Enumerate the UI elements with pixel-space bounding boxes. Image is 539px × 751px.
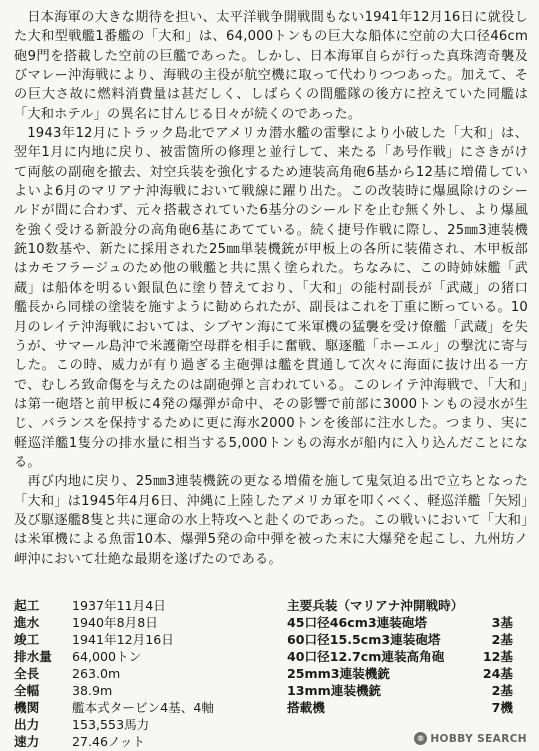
spec-value: 1940年8月8日	[72, 615, 158, 630]
spec-row-beam	[14, 682, 264, 699]
article-paragraph-3: 再び内地に戻り、25㎜3連装機銃の更なる増備を施して鬼気迫る出で立ちとなった「大和」は1945年4月6日、沖縄に上陸したアメリカ軍を叩くべく、軽巡洋艦「矢矧」及び駆逐艦8隻と共に運命の水上特攻へと赴くのであった。この戦いにおいて「大和」は米軍機による魚雷10本、爆弾5発の命中弾を被った末に大爆発を起こし、九州坊ノ岬沖において壮絶な最期を遂げたのである。	[14, 474, 528, 567]
watermark	[414, 732, 527, 745]
spec-value: 艦本式タービン4基、4軸	[72, 700, 214, 715]
spec-value: 1937年11月4日	[72, 598, 166, 613]
armament-count: 2基	[491, 632, 513, 647]
spec-label: 竣工	[14, 632, 40, 647]
specifications-table	[14, 597, 264, 750]
article-body	[14, 8, 528, 569]
spec-row-commissioned	[14, 631, 264, 648]
spec-row-displacement	[14, 648, 264, 665]
spec-label: 起工	[14, 598, 40, 613]
armament-count: 2基	[491, 683, 513, 698]
spec-value: 153,553馬力	[72, 717, 150, 732]
spec-label: 全長	[14, 666, 40, 681]
spec-value: 1941年12月16日	[72, 632, 174, 647]
armament-row	[287, 614, 513, 631]
armament-name: 13mm連装機銃	[287, 683, 382, 698]
spec-label: 速力	[14, 734, 40, 749]
armament-row	[287, 631, 513, 648]
armament-row	[287, 648, 513, 665]
armament-name: 45口径46cm3連装砲塔	[287, 615, 427, 630]
armament-count: 12基	[482, 649, 513, 664]
spec-value: 263.0m	[72, 666, 121, 681]
article-paragraph-1: 日本海軍の大きな期待を担い、太平洋戦争開戦間もない1941年12月16日に就役した大和型戦艦1番艦の「大和」は、64,000トンもの巨大な船体に空前の大口径46cm砲9門を搭載した空前の巨艦であった。しかし、日本海軍自らが行った真珠湾奇襲及びマレー沖海戦により、海戦の主役が航空機に取って代わりつつあった。加えて、その巨大さ故に燃料消費量は甚だしく、しばらくの間艦隊の後方に控えていた同艦は「大和ホテル」の異名に甘んじる日々が続くのであった。	[14, 10, 528, 122]
spec-row-length	[14, 665, 264, 682]
armament-row	[287, 682, 513, 699]
spec-label: 排水量	[14, 649, 52, 664]
spec-label: 機関	[14, 700, 40, 715]
armament-name: 40口径12.7cm連装高角砲	[287, 649, 445, 664]
armament-row	[287, 665, 513, 682]
spec-row-launched	[14, 614, 264, 631]
spec-row-speed	[14, 733, 264, 750]
armament-count: 24基	[482, 666, 513, 681]
spec-value: 27.46ノット	[72, 734, 145, 749]
spec-value: 38.9m	[72, 683, 113, 698]
hobby-search-logo-icon: ®	[414, 732, 427, 745]
spec-row-laid-down	[14, 597, 264, 614]
armament-row	[287, 699, 513, 716]
spec-row-power	[14, 716, 264, 733]
spec-label: 全幅	[14, 683, 40, 698]
watermark-text: HOBBY SEARCH	[430, 732, 527, 745]
spec-value: 64,000トン	[72, 649, 142, 664]
armament-count: 3基	[491, 615, 513, 630]
armament-name: 25mm3連装機銃	[287, 666, 390, 681]
armament-table	[287, 597, 513, 716]
spec-row-engine	[14, 699, 264, 716]
spec-label: 出力	[14, 717, 40, 732]
article-paragraph-2: 1943年12月にトラック島北でアメリカ潜水艦の雷撃により小破した「大和」は、翌年1月に内地に戻り、被雷箇所の修理と並行して、来たる「あ号作戦」にさきがけて両舷の副砲を撤去、対空兵装を強化するため連装高角砲6基から12基に増備していよいよ6月のマリアナ沖海戦において戦線に躍り出た。この改装時に爆風除けのシールドが間に合わず、元々搭載されていた6基分のシールドを止む無く外し、より爆風を強く受ける新設分の高角砲6基にあてている。続く捷号作戦に際し、25㎜3連装機銃10数基や、新たに採用された25㎜単装機銃が甲板上の各所に装備され、木甲板部はカモフラージュのため他の戦艦と共に黒く塗られた。ちなみに、この時姉妹艦「武蔵」は船体を明るい銀鼠色に塗り替えており、「大和」の能村副長が「武蔵」の猪口艦長から同様の塗装を施すように勧められたが、副長はこれを丁重に断っている。10月のレイテ沖海戦においては、シブヤン海にて米軍機の猛襲を受け僚艦「武蔵」を失うが、サマール島沖で米護衛空母群を相手に奮戦、駆逐艦「ホーエル」の撃沈に寄与した。この時、威力が有り過ぎる主砲弾は艦を貫通して次々に海面に抜け出る一方で、むしろ致命傷を与えたのは副砲弾と言われている。このレイテ沖海戦で、「大和」は第一砲塔と前甲板に4発の爆弾が命中、その影響で前部に3000トンもの浸水が生じ、バランスを保持するために更に海水2000トンを後部に注水した。つまり、実に軽巡洋艦1隻分の排水量に相当する5,000トンもの海水が船内に入り込んだことになる。	[14, 126, 528, 470]
spec-label: 進水	[14, 615, 40, 630]
armament-name: 搭載機	[287, 700, 325, 715]
armament-count: 7機	[491, 700, 513, 715]
armament-title: 主要兵装（マリアナ沖開戦時）	[287, 598, 464, 613]
armament-name: 60口径15.5cm3連装砲塔	[287, 632, 441, 647]
